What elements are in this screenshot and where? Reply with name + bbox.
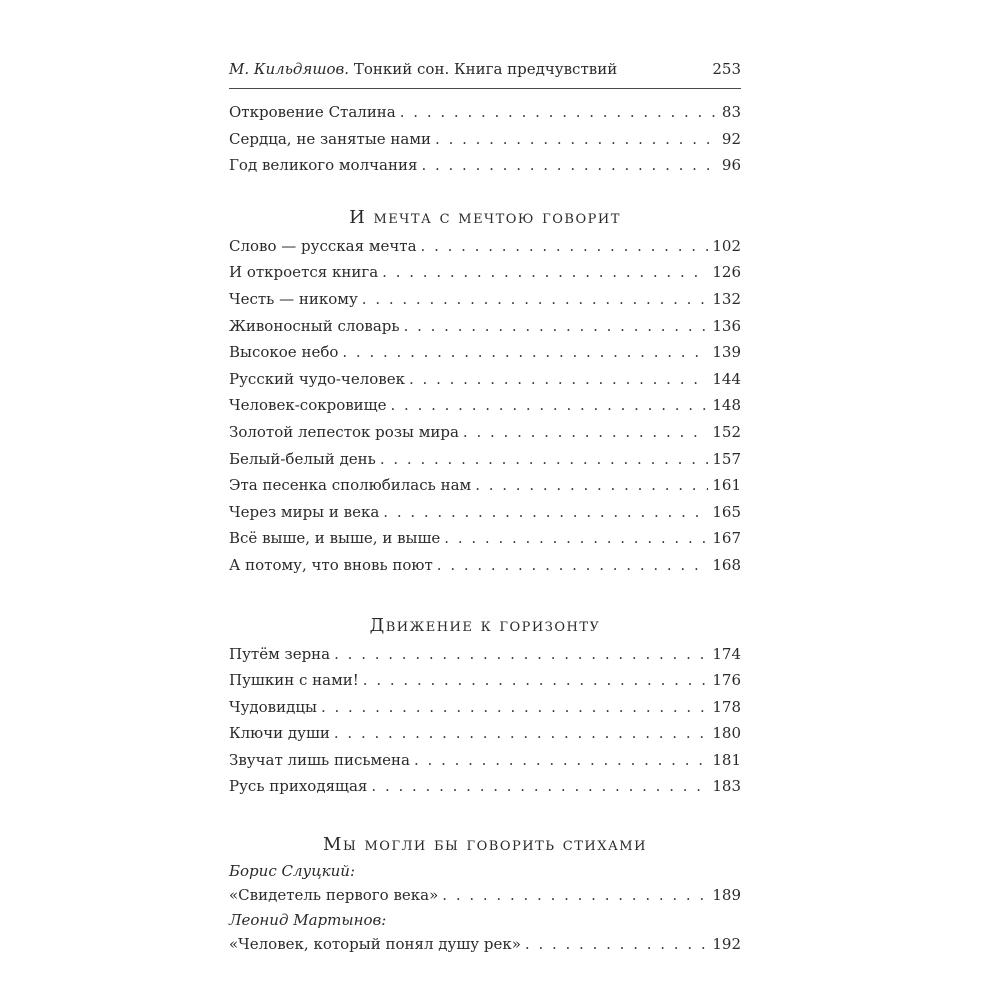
toc-entry: [229, 286, 741, 313]
dot-leader: [334, 720, 708, 747]
toc-entry-title: А потому, что вновь поют: [229, 555, 433, 574]
toc-entry-title: Пушкин с нами!: [229, 671, 359, 690]
toc-entry: [229, 931, 741, 958]
toc-entry: [229, 773, 741, 800]
toc-entry-page: 181: [712, 750, 741, 769]
toc-entry-page: 178: [712, 697, 741, 716]
toc-entry-page: 136: [712, 316, 741, 335]
toc-entry-page: 148: [712, 396, 741, 415]
toc-entry-title: Живоносный словарь: [229, 316, 400, 335]
toc-entry: [229, 126, 741, 153]
toc-entry-title: Белый-белый день: [229, 449, 376, 468]
page-number: 253: [712, 60, 741, 78]
toc-entry-title: Человек-сокровище: [229, 396, 387, 415]
dot-leader: [363, 667, 709, 694]
toc-entry-title: Эта песенка сполюбилась нам: [229, 476, 472, 495]
toc-page: [229, 56, 741, 957]
toc-entry-page: 180: [712, 724, 741, 743]
dot-leader: [421, 152, 717, 179]
toc-entry-title: Через миры и века: [229, 502, 380, 521]
toc-entry-page: 132: [712, 289, 741, 308]
toc-entry: [229, 446, 741, 473]
dot-leader: [380, 446, 709, 473]
dot-leader: [525, 931, 708, 958]
dot-leader: [342, 339, 708, 366]
toc-entry: [229, 525, 741, 552]
toc-entry-title: Звучат лишь письмена: [229, 750, 410, 769]
dot-leader: [404, 313, 709, 340]
section-heading: И мечта с мечтою говорит: [349, 206, 621, 228]
dot-leader: [400, 99, 718, 126]
toc-entry-page: 189: [712, 886, 741, 905]
toc-entry-page: 165: [712, 502, 741, 521]
toc-entry-title: Откровение Сталина: [229, 103, 396, 121]
toc-entry: [229, 366, 741, 393]
toc-entry-title: Всё выше, и выше, и выше: [229, 529, 441, 548]
toc-entry-title: Русский чудо-человек: [229, 369, 405, 388]
dot-leader: [463, 419, 708, 446]
toc-entry: [229, 552, 741, 579]
toc-entry-page: 157: [712, 449, 741, 468]
toc-entry-title: Путём зерна: [229, 644, 331, 663]
entry-author: Леонид Мартынов:: [229, 910, 387, 929]
toc-entry-title: Золотой лепесток розы мира: [229, 422, 459, 441]
entry-author: Борис Слуцкий:: [229, 862, 356, 881]
dot-leader: [371, 773, 708, 800]
dot-leader: [475, 472, 708, 499]
dot-leader: [414, 747, 708, 774]
dot-leader: [391, 392, 709, 419]
toc-entry-page: 192: [712, 934, 741, 953]
toc-entry-page: 102: [712, 236, 741, 255]
toc-entry: [229, 339, 741, 366]
toc-entry: [229, 419, 741, 446]
toc-entry: [229, 667, 741, 694]
toc-entry-page: 139: [712, 343, 741, 362]
toc-entry-page: 126: [712, 263, 741, 282]
toc-entry: [229, 99, 741, 126]
toc-entry: [229, 152, 741, 179]
toc-entry-title: «Свидетель первого века»: [229, 886, 439, 905]
header-divider: [229, 88, 741, 89]
section-heading: Мы могли бы говорить стихами: [323, 834, 647, 856]
toc-entry-title: И откроется книга: [229, 263, 379, 282]
dot-leader: [435, 126, 718, 153]
toc-entry-page: 83: [721, 103, 741, 121]
toc-entry: [229, 392, 741, 419]
toc-entry-page: 183: [712, 777, 741, 796]
toc-entry: [229, 747, 741, 774]
toc-entry-title: Чудовидцы: [229, 697, 317, 716]
running-title-author: М. Кильдяшов.: [229, 60, 350, 78]
section-heading: Движение к горизонту: [369, 614, 601, 636]
toc-entry-page: 174: [712, 644, 741, 663]
toc-entry-page: 144: [712, 369, 741, 388]
toc-entry-page: 96: [721, 156, 741, 175]
toc-entry-title: Ключи души: [229, 724, 330, 743]
dot-leader: [409, 366, 708, 393]
dot-leader: [321, 694, 708, 721]
dot-leader: [334, 641, 708, 668]
toc-entry-page: 161: [712, 476, 741, 495]
toc-entry-title: Русь приходящая: [229, 777, 368, 796]
toc-entry: [229, 259, 741, 286]
toc-entry-title: Честь — никому: [229, 289, 358, 308]
toc-entry: [229, 233, 741, 260]
toc-entry-title: Слово — русская мечта: [229, 236, 417, 255]
toc-entry-title: Высокое небо: [229, 343, 339, 362]
toc-entry-page: 152: [712, 422, 741, 441]
running-title-book: Тонкий сон. Книга предчувствий: [353, 60, 618, 78]
dot-leader: [383, 499, 708, 526]
toc-entry-title: «Человек, который понял душу рек»: [229, 934, 521, 953]
dot-leader: [382, 259, 708, 286]
dot-leader: [362, 286, 709, 313]
toc-entry: [229, 313, 741, 340]
toc-entry-page: 168: [712, 555, 741, 574]
toc-entry-title: Год великого молчания: [229, 156, 418, 175]
toc-entry: [229, 499, 741, 526]
toc-entry-page: 176: [712, 671, 741, 690]
toc-entry: [229, 472, 741, 499]
dot-leader: [442, 882, 708, 909]
running-header: [229, 56, 741, 82]
toc-entry-page: 167: [712, 529, 741, 548]
toc-entry: [229, 882, 741, 909]
toc-entry: [229, 720, 741, 747]
running-title: [229, 56, 617, 82]
toc-entry: [229, 641, 741, 668]
dot-leader: [444, 525, 708, 552]
dot-leader: [421, 233, 709, 260]
toc-entry: [229, 694, 741, 721]
toc-entry-page: 92: [721, 129, 741, 148]
dot-leader: [437, 552, 709, 579]
toc-entry-title: Сердца, не занятые нами: [229, 129, 432, 148]
